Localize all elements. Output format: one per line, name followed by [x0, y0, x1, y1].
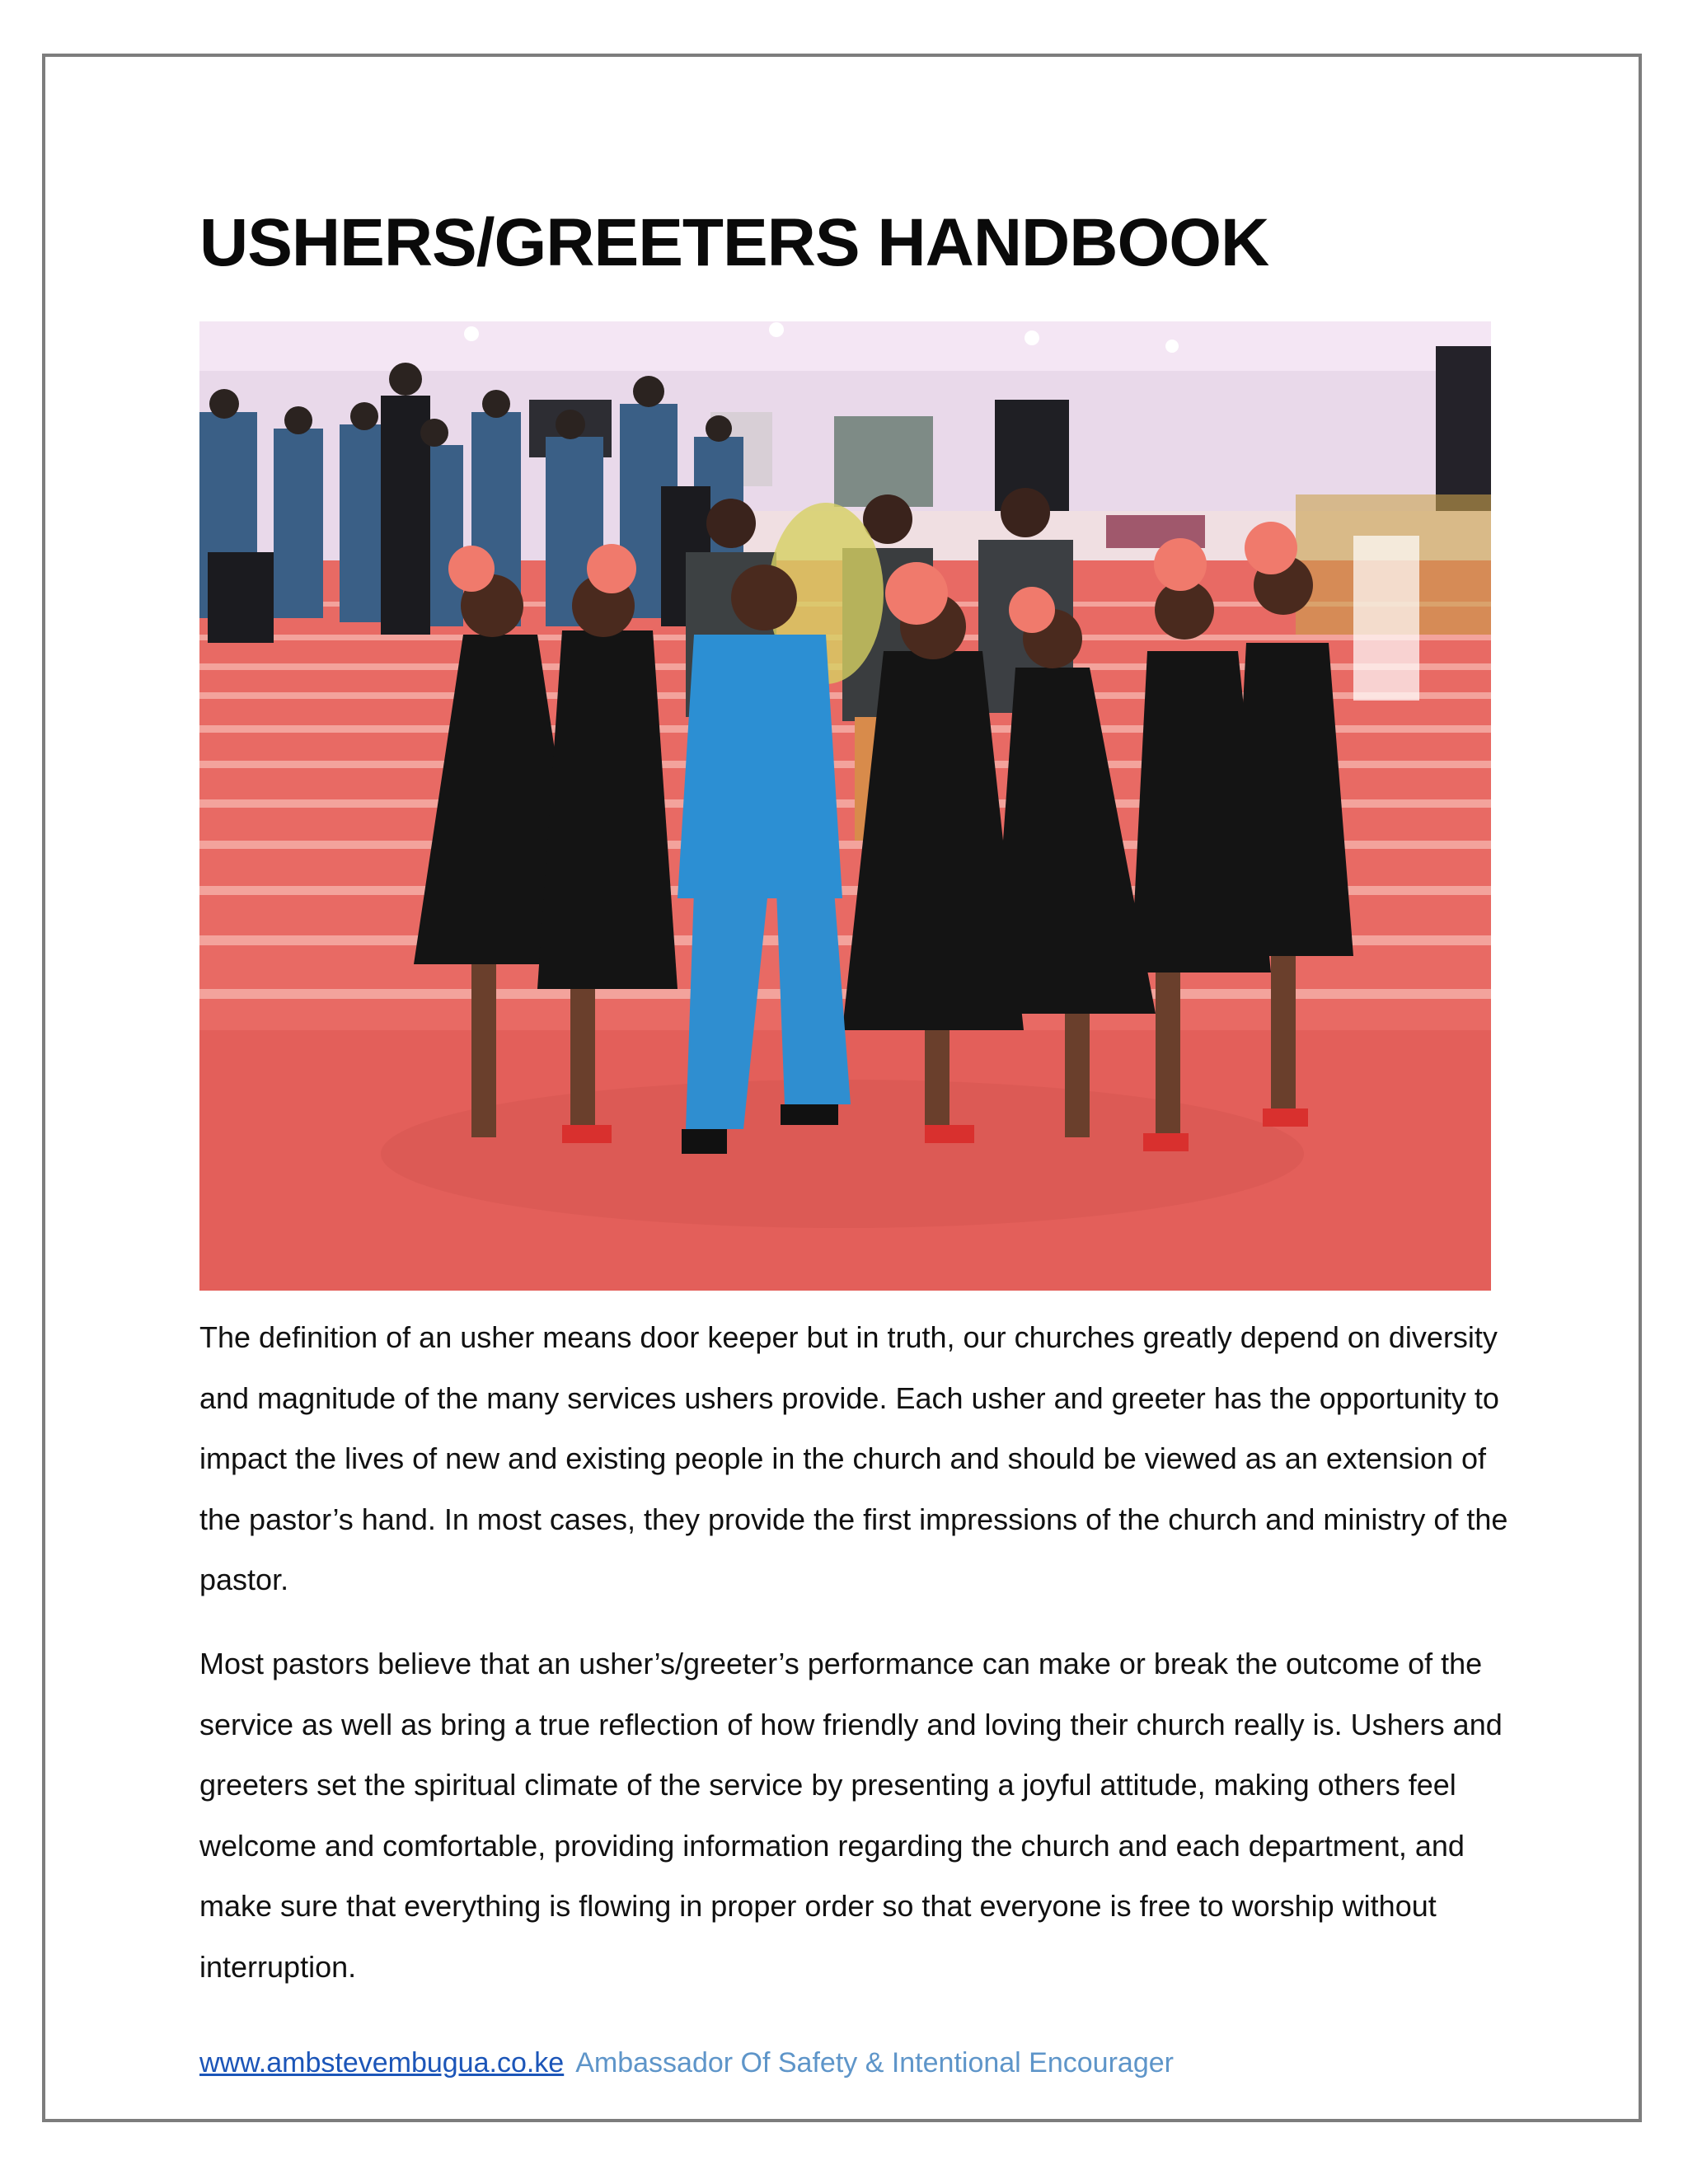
paragraph-performance: Most pastors believe that an usher’s/greeter’s performance can make or break the outcome of the service as well as bring a true reflection of how friendly and loving their church really is. Ushers and greeters set the spiritual climate of the service by presenting a joyful attitude, making others feel welcome and comfortable, providing information regarding the church and each department, and make sure that everything is flowing in proper order so that everyone is free to worship without interruption.	[199, 1647, 1503, 1984]
website-link[interactable]: www.ambstevembugua.co.ke	[199, 2047, 565, 2079]
page-footer	[199, 2047, 1174, 2079]
paragraph-intro: The definition of an usher means door keeper but in truth, our churches greatly depend on diversity and magnitude of the many services ushers provide. Each usher and greeter has the opportunity to impact the lives of new and existing people in the church and should be viewed as an extension of the pastor’s hand. In most cases, they provide the first impressions of the church and ministry of the pastor.	[199, 1320, 1508, 1596]
footer-tagline: Ambassador Of Safety & Intentional Encourager	[575, 2047, 1174, 2079]
page-title: USHERS/GREETERS HANDBOOK	[199, 205, 1269, 280]
ushers-group-photo	[199, 321, 1491, 1291]
